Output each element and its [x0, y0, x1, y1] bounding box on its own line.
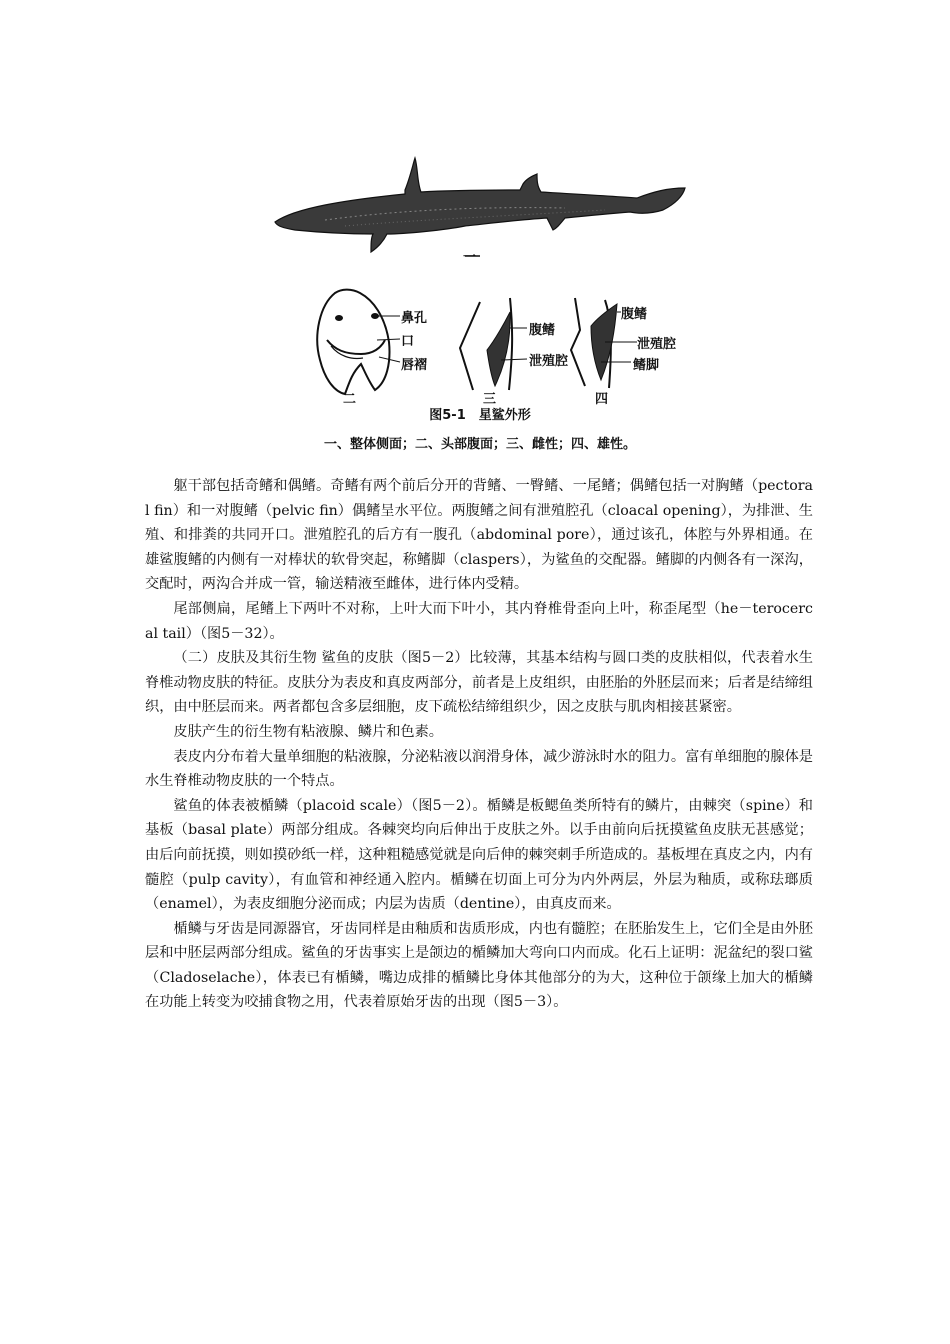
head-ventral-view	[317, 290, 400, 394]
figure-title: 图5-1 星鲨外形	[429, 408, 531, 423]
shark-illustration	[265, 150, 695, 402]
paragraph: 楯鳞与牙齿是同源器官，牙齿同样是由釉质和齿质形成，内也有髓腔；在胚胎发生上，它们全是由外胚层和中胚层两部分组成。鲨鱼的牙齿事实上是颌边的楯鳞加大弯向口内而成。化石上证明：泥盆纪的裂口鲨（Cladoselache），体表已有楯鳞，嘴边成排的楯鳞比身体其他部分的为大，这种位于颌缘上加大的楯鳞在功能上转变为咬捕食物之用，代表着原始牙齿的出现（图5－3）。	[145, 920, 813, 1011]
figure-subtitle: 一、整体侧面；二、头部腹面；三、雌性；四、雄性。	[323, 437, 636, 452]
paragraph: 躯干部包括奇鳍和偶鳍。奇鳍有两个前后分开的背鳍、一臀鳍、一尾鳍；偶鳍包括一对胸鳍（pectoral fin）和一对腹鳍（pelvic fin）偶鳍呈水平位。两腹鳍之间有泄殖腔孔（cloacal opening），为排泄、生殖、和排粪的共同开口。泄殖腔孔的后方有一腹孔（abdominal pore），通过该孔，体腔与外界相通。在雄鲨腹鳍的内侧有一对棒状的软骨突起，称鳍脚（claspers），为鲨鱼的交配器。鳍脚的内侧各有一深沟，交配时，两沟合并成一管，输送精液至雌体，进行体内受精。	[145, 478, 813, 593]
label-part3: 三	[483, 392, 497, 407]
label-nostril: 鼻孔	[401, 311, 428, 326]
label-pelvic-fin-male: 腹鳍	[621, 307, 648, 322]
paragraph: 鲨鱼的体表被楯鳞（placoid scale）（图5－2）。楯鳞是板鳃鱼类所特有的鳞片，由棘突（spine）和基板（basal plate）两部分组成。各棘突均向后伸出于皮肤之外。以手由前向后抚摸鲨鱼皮肤无甚感觉；由后向前抚摸，则如摸砂纸一样，这种粗糙感觉就是向后伸的棘突刺手所造成的。基板埋在真皮之内，内有髓腔（pulp cavity），有血管和神经通入腔内。楯鳞在切面上可分为内外两层，外层为釉质，或称珐瑯质（enamel），为表皮细胞分泌而成；内层为齿质（dentine），由真皮而来。	[145, 797, 813, 913]
label-cloaca-female: 泄殖腔	[529, 354, 569, 369]
paragraph: 皮肤产生的衍生物有粘液腺、鳞片和色素。	[173, 723, 443, 740]
body-text	[145, 474, 813, 1015]
shark-body	[275, 158, 685, 252]
label-part2: 二	[343, 392, 357, 407]
label-clasper: 鳍脚	[633, 358, 660, 373]
label-pelvic-fin-female: 腹鳍	[529, 323, 556, 338]
paragraph: 表皮内分布着大量单细胞的粘液腺，分泌粘液以润滑身体，减少游泳时水的阻力。富有单细胞的腺体是水生脊椎动物皮肤的一个特点。	[145, 748, 813, 790]
label-mouth: 口	[401, 334, 415, 349]
label-labial-fold: 唇褶	[401, 358, 428, 373]
paragraph: 尾部侧扁，尾鳍上下两叶不对称，上叶大而下叶小，其内脊椎骨歪向上叶，称歪尾型（he－terocercal tail）（图5－32）。	[145, 600, 813, 642]
female-ventral-view	[460, 298, 527, 390]
label-part4: 四	[595, 392, 609, 407]
paragraph: （二）皮肤及其衍生物 鲨鱼的皮肤（图5－2）比较薄，其基本结构与圆口类的皮肤相似，代表着水生脊椎动物皮肤的特征。皮肤分为表皮和真皮两部分，前者是上皮组织，由胚胎的外胚层而来；后者是结缔组织，由中胚层而来。两者都包含多层细胞，皮下疏松结缔组织少，因之皮肤与肌肉相接甚紧密。	[145, 650, 813, 716]
figure-5-1	[265, 150, 695, 460]
label-cloaca-male: 泄殖腔	[637, 337, 677, 352]
label-part1: 一	[463, 250, 477, 265]
